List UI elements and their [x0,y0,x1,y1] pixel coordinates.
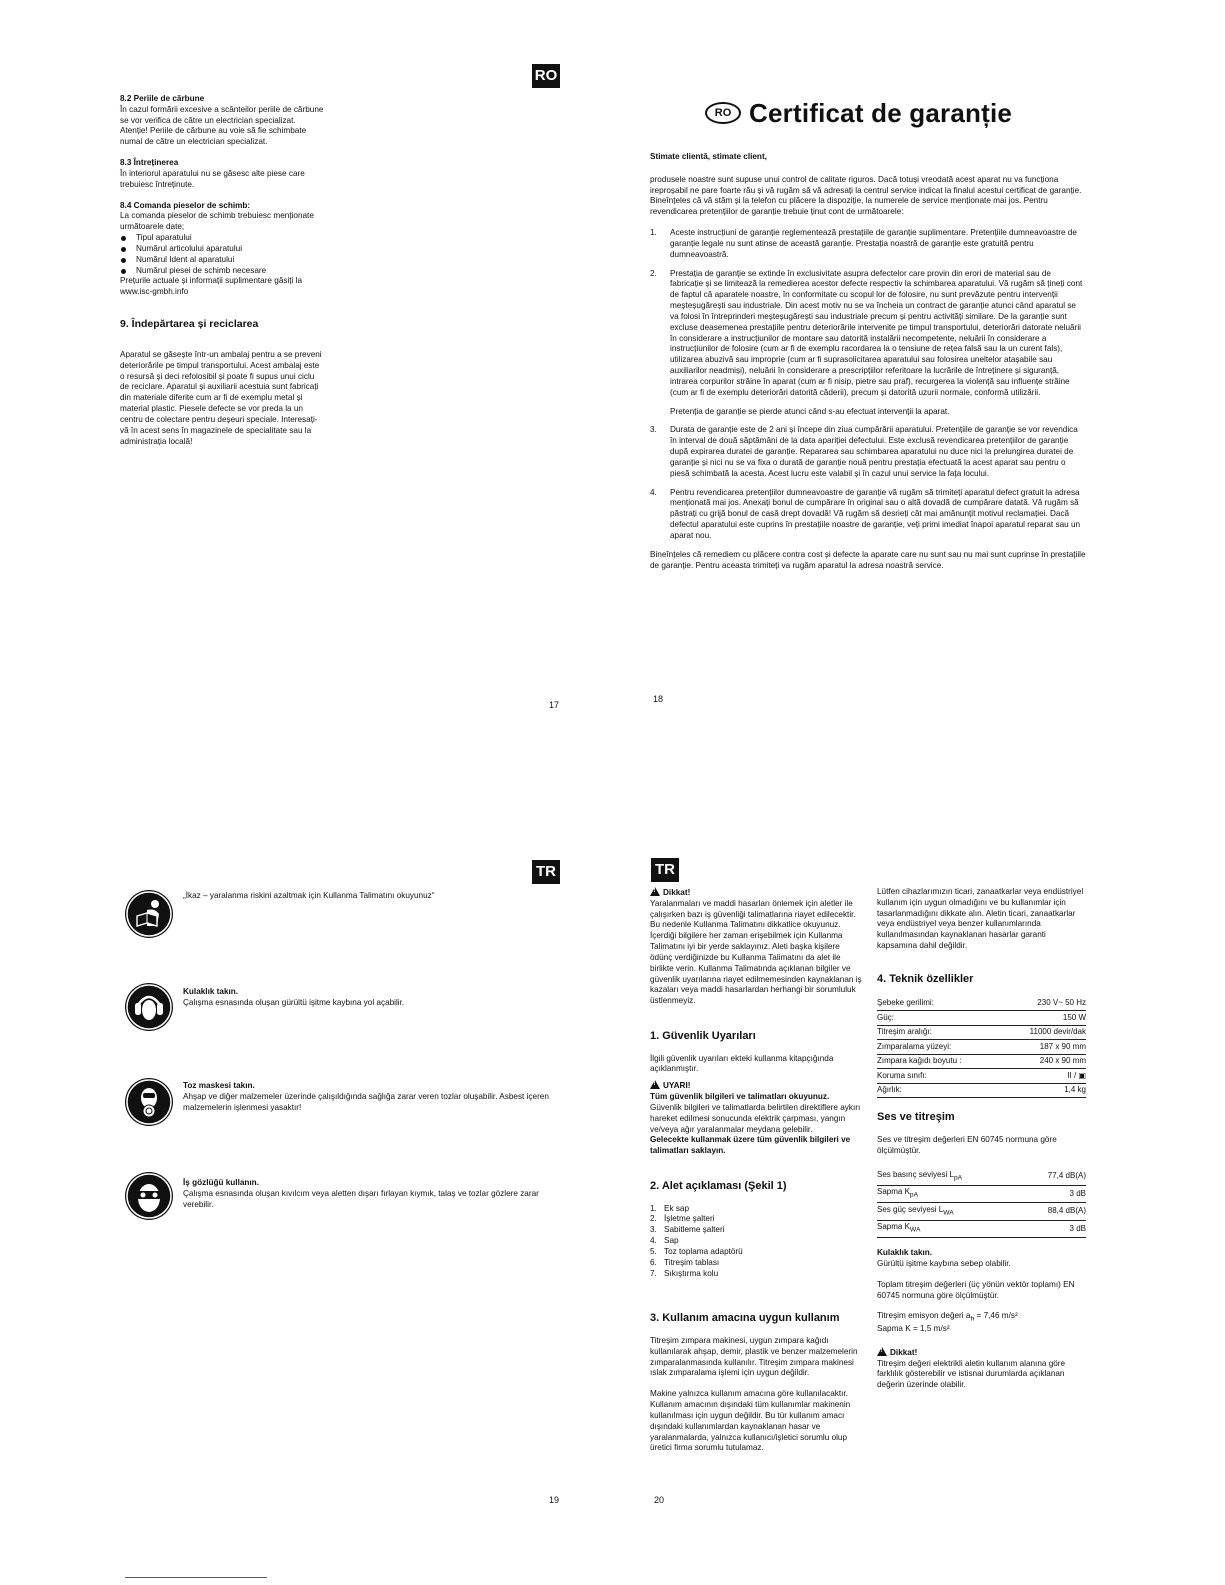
dust-mask-block [183,1081,555,1113]
page-number-17: 17 [549,700,560,710]
item-label: Sap [664,1236,679,1246]
item-text: Pentru revendicarea pretențiilor dumneavoastre de garanție vă rugăm să trimiteți aparatul defect gratuit la adresa menționată mai jos. Anexați bonul de cumpărare în original sau o altă dovadă de cumpărare datată. Vă rugăm să păstrați cu grijă bonul de casă drept dovadă! Vă rugăm să desrieți cât mai amănunțit motivul reclamației. Dacă defectul aparatului este cuprins în prestațiile noastre de garanție, veți primi imediat înapoi aparatul reparat sau un aparat nou. [670,487,1081,540]
bottom-link-underline [125,1577,267,1578]
page-20-left-column [650,887,862,1454]
language-badge-tr: TR [532,860,560,884]
noise-vibration-title: Ses ve titreşim [877,1111,955,1124]
section-8-4-intro: La comanda pieselor de schimb trebuiesc menționate următoarele date; [120,211,314,232]
dikkat-2-title: Dikkat! [890,1347,918,1357]
vib-sub: h [970,1316,975,1323]
section-8-2-note: Atenție! Periile de cărbune au voie să fie schimbate numai de către un electrician specializat. [120,126,307,147]
dikkat-title: Dikkat! [663,888,691,897]
table-row [877,1185,1086,1202]
item-number: 3. [650,1225,657,1235]
noise-label [877,1168,1021,1185]
warranty-greeting: Stimate clientă, stimate client, [650,152,767,161]
section-8-3-title: 8.3 Întreținerea [120,158,179,168]
table-row [877,1025,1086,1040]
warning-icon [650,1080,660,1089]
noise-label [877,1203,1021,1220]
dikkat-2-text: Titreşim değeri elektrikli aletin kullanım alanına göre farklılık gösterebilir ve istisnai durumlarda açıklanan değerin üzerinde olabilir. [877,1358,1066,1390]
item-number: 2. [650,268,657,278]
section-8-4-title: 8.4 Comanda pieselor de schimb: [120,200,251,210]
section-2-title: 2. Alet açıklaması (Şekil 1) [650,1180,787,1193]
table-row [877,1220,1086,1237]
noise-vibration-text: Ses ve titreşim değerleri EN 60745 normuna göre ölçülmüştür. [877,1134,1057,1155]
item-label: Sıkıştırma kolu [664,1268,719,1278]
spec-label: Zımpara kağıdı boyutu : [877,1054,1002,1069]
vibration-total-text: Toplam titreşim değerleri (üç yönün vektör toplamı) EN 60745 normuna göre ölçülmüştür. [877,1279,1075,1300]
section-3-title: 3. Kullanım amacına uygun kullanım [650,1312,840,1325]
read-manual-icon [125,890,173,938]
dikkat-heading [650,887,862,899]
list-item [650,269,1086,418]
table-row [877,1083,1086,1098]
uyari-text: Güvenlik bilgileri ve talimatlarda belirtilen direktiflere aykırı hareket edilmesi sonucunda elektrik çarpması, yangın ve/veya ağır yaralanmalar meydana gelebilir. [650,1102,861,1134]
dust-mask-title: Toz maskesi takın. [183,1081,255,1090]
item-number: 1. [650,228,657,238]
spec-value: II / ▣ [1002,1069,1086,1084]
ear-protection-title-2: Kulaklık takın. [877,1248,933,1258]
section-8-4-note: Prețurile actuale și informații suplimentare găsiți la www.isc-gmbh.info [120,276,303,297]
spec-value: 240 x 90 mm [1002,1054,1086,1069]
uyari-bold: Tüm güvenlik bilgileri ve talimatları okuyunuz. [650,1092,830,1102]
label-sub: pA [909,1191,919,1199]
parts-list [650,1204,862,1280]
safety-goggles-title: İş gözlüğü kullanın. [183,1178,259,1187]
list-item [650,1214,862,1225]
section-8-2-title: 8.2 Periile de cărbune [120,94,205,103]
list-item: Numărul Ident al aparatului [120,255,325,266]
noise-value: 3 dB [1021,1220,1086,1237]
item-text: Aceste instrucțiuni de garanție reglementează prestațiile de garanție suplimentare. Pretențiile dumneavoastre de garanție legale nu sunt atinse de această garanție. Prestația noastră de garanție este gratuită pentru dumneavoastră. [670,228,1077,259]
uyari-heading [650,1080,862,1092]
spare-parts-list [120,233,325,276]
item-number: 5. [650,1246,657,1256]
ear-protection-icon [125,983,173,1031]
ear-protection-text: Çalışma esnasında oluşan gürültü işitme kaybına yol açabilir. [183,997,405,1007]
noise-value: 77,4 dB(A) [1021,1168,1086,1185]
vib-label: Titreşim emisyon değeri a [877,1311,971,1321]
ear-protection-text-2: Gürültü işitme kaybına sebep olabilir. [877,1258,1011,1268]
table-row [877,1040,1086,1055]
spec-label: Ağırlık: [877,1083,1002,1098]
page-number-19: 19 [549,1495,560,1505]
item-number: 2. [650,1214,657,1224]
list-item [650,1269,862,1280]
warranty-intro: produsele noastre sunt supuse unui control de calitate riguros. Dacă totuși vreodată acest aparat nu va funcționa ireproșabil ne pare foarte rău și vă rugăm să vă adresați la centrul service indicat la finalul acestui certificat de garanție. Bineînțeles că vă stăm și la telefon cu plăcere la dispoziție, la numerele de service menționate mai jos. Pentru revendicarea pretențiilor de garanție trebuie ținut cont de următoarele: [650,174,1082,217]
uyari-bold-2: Gelecekte kullanmak üzere tüm güvenlik bilgileri ve talimatları saklayın. [650,1135,851,1156]
label-text: Sapma K [877,1222,910,1232]
table-row [877,1069,1086,1084]
item-extra-text: Pretenția de garanție se pierde atunci când s-au efectuat intervenții la aparat. [670,406,950,416]
label-sub: WA [909,1226,921,1234]
page-17-content [120,94,325,447]
spec-label: Zımparalama yüzeyi: [877,1040,1002,1055]
spec-label: Güç: [877,1011,1002,1026]
list-item: Tipul aparatului [120,233,325,244]
item-number: 4. [650,1236,657,1246]
item-number: 6. [650,1257,657,1267]
safety-goggles-block [183,1178,555,1210]
warning-icon [650,887,660,896]
read-manual-text: „İkaz – yaralanma riskini azaltmak için Kullanma Talimatını okuyunuz“ [183,891,435,900]
label-text: Sapma K [877,1187,910,1197]
item-label: İşletme şalteri [664,1214,715,1224]
section-8-2-text: În cazul formării excesive a scânteilor periile de cărbune se vor verifica de către un electrician specializat. [120,104,324,125]
dust-mask-icon [125,1078,173,1126]
item-label: Ek sap [664,1203,690,1213]
item-text: Durata de garanție este de 2 ani și începe din ziua cumpărării aparatului. Pretențiile de garanție se vor revendica în interval de două săptămâni de la data apariției defectului. Este exclusă revendicarea pretențiilor de garanție după expirarea duratei de garanție. Repararea sau schimbarea aparatului nu duce nici la prelungirea duratei de garanție și nici nu se va fixa o durată de garanție nouă pentru prestația efectuată la acest aparat sau pentru o piesă schimbată la acesta. Acest lucru este valabil și în cazul unui service la fața locului. [670,425,1078,478]
list-item [650,1204,862,1215]
section-9-title: 9. Îndepărtarea și reciclarea [120,318,259,331]
label-sub: pA [953,1174,963,1182]
table-row [877,1054,1086,1069]
section-1-title: 1. Güvenlik Uyarıları [650,1030,756,1043]
list-item [650,1247,862,1258]
uyari-title: UYARI! [663,1081,691,1091]
table-row [877,1011,1086,1026]
language-badge-ro: RO [532,64,560,88]
item-number: 1. [650,1203,657,1213]
ear-protection-block [183,987,523,1009]
page-20-right-column [877,887,1086,1391]
warranty-title: Certificat de garanție [749,98,1013,128]
warranty-closing: Bineînțeles că remediem cu plăcere contra cost și defecte la aparate care nu sunt sau nu mai sunt cuprinse în prestațiile de garanție. Pentru aceasta trimiteți va rugăm aparatul la adresa noastră service. [650,549,1086,570]
list-item [650,425,1086,479]
noise-value: 3 dB [1021,1185,1086,1202]
list-item [650,1225,862,1236]
spec-value: 230 V~ 50 Hz [1002,996,1086,1010]
technical-specs-table [877,996,1086,1098]
table-row [877,996,1086,1010]
item-number: 3. [650,425,657,435]
noise-label [877,1220,1021,1237]
spec-value: 11000 devir/dak [1002,1025,1086,1040]
commercial-use-note: Lütfen cihazlarımızın ticari, zanaatkarlar veya endüstriyel kullanım için uygun olmadığını ve bu kullanımlar için tasarlanmadığını dikkate alın. Aletin ticari, zanaatkarlar veya endüstriyel veya benzer kullanımlarında kullanılmasından kaynaklanan hasarlar garanti kapsamına dahil değildir. [877,887,1084,951]
page-18-content [650,152,1086,571]
page-number-18: 18 [653,694,664,704]
list-item [650,228,1086,260]
item-number: 7. [650,1268,657,1278]
warranty-title-block [705,96,1012,130]
section-4-title: 4. Teknik özellikler [877,972,974,985]
ro-oval-badge: RO [705,102,741,124]
list-item [650,1236,862,1247]
section-3-text-2: Makine yalnızca kullanım amacına göre kullanılacaktır. Kullanım amacının dışındaki tüm kullanımlar makinenin kullanılması için uygun değildir. Bu tür kullanım amacı dışındaki kullanımlardan kaynaklanan hasar ve yaralanmalarda, yalnızca kullanıcı/işletici sorumlu olup üretici firma sorumlu tutulamaz. [650,1389,851,1453]
list-item: Numărul articolului aparatului [120,244,325,255]
noise-value: 88,4 dB(A) [1021,1203,1086,1220]
section-8-3-text: În interiorul aparatului nu se găsesc alte piese care trebuiesc întreținute. [120,168,305,189]
warning-icon [877,1347,887,1356]
vibration-deviation: Sapma K = 1,5 m/s² [877,1324,950,1333]
spec-label: Şebeke gerilimi: [877,996,1002,1010]
warranty-terms-list [650,228,1086,542]
label-text: Ses basınç seviyesi L [877,1169,954,1179]
spec-value: 1,4 kg [1002,1083,1086,1098]
spec-value: 187 x 90 mm [1002,1040,1086,1055]
safety-goggles-icon [125,1172,173,1220]
list-item [650,488,1086,542]
noise-label [877,1185,1021,1202]
language-badge-tr: TR [651,858,679,882]
label-text: Ses güç seviyesi L [877,1204,944,1214]
section-9-text: Aparatul se găsește într-un ambalaj pentru a se preveni deteriorările pe timpul transportului. Acest ambalaj este o resursă și deci refolosibil și poate fi supus unui ciclu de reciclare. Aparatul și auxiliarii acestuia sunt fabricați din materiale diferite cum ar fi de exemplu metal și material plastic. Piesele defecte se vor preda la un centru de colectare pentru deșeuri speciale. Interesați-vă în acest sens în magazinele de specialitate sau la administrația locală! [120,349,322,446]
ear-protection-title: Kulaklık takın. [183,987,239,996]
label-sub: WA [943,1209,954,1217]
table-row [877,1203,1086,1220]
item-label: Titreşim tablası [664,1257,720,1267]
page-number-20: 20 [654,1495,665,1505]
dikkat-2-heading [877,1347,1086,1359]
dust-mask-text: Ahşap ve diğer malzemeler üzerinde çalışıldığında sağlığa zarar veren tozlar oluşabilir. Asbest içeren malzemelerin işlenmesi yasaktır! [183,1091,549,1112]
section-3-text-1: Titreşim zımpara makinesi, uygun zımpara kağıdı kullanılarak ahşap, demir, plastik ve benzer malzemelerin zımparalanmasında kullanılır. Titreşim zımpara makinesi ıslak zımparalama işlemi için uygun değildir. [650,1335,858,1378]
spec-label: Titreşim aralığı: [877,1025,1002,1040]
noise-values-table [877,1168,1086,1238]
spec-value: 150 W [1002,1011,1086,1026]
item-text: Prestația de garanție se extinde în exclusivitate asupra defectelor care provin din erori de material sau de fabricație și se limitează la remedierea acestor defecte respectiv la schimbarea aparatului. Vă rugăm să țineți cont de faptul că aparatele noastre, în conformitate cu scopul lor de folosire, nu sunt prevăzute pentru intervenții meșteșugărești sau industriale. Din acest motiv nu se va încheia un contract de garanție atunci când aparatul se va folosi în întreprinderi meșteșugărești sau industriale precum și pentru activități similare. De la garanție sunt excluse deasemenea prestațiile pentru deteriorările intervenite pe timpul transportului, deteriorări datorate neluării în considerare a instrucțiunilor de montare sau datorită instalării necompetente, neluării în considerare a instrucțiunilor de folosire (cum ar fi de exemplu racordarea la o tensiune de rețea falsă sau la un curent fals), utilizarea abuzivă sau improprie (cum ar fi suprasolicitarea aparatului sau folosirea uneltelor atașabile sau auxiliarilor neadmiși), neluării în considerare a prescripțiilor referitoare la lucrările de întreținere și siguranță, intrarea corpurilor străine în aparat (cum ar fi nisip, pietre sau praf), recurgerea la violență sau influențe străine (cum ar fi de exemplu deteriorări datorită căderii), precum și datorită uzurii normale, conformă utilizării. [670,268,1083,397]
item-label: Toz toplama adaptörü [664,1246,743,1256]
table-row [877,1168,1086,1185]
spec-label: Koruma sınıfı: [877,1069,1002,1084]
item-number: 4. [650,487,657,497]
section-1-text: İlgili güvenlik uyarıları ekteki kullanma kitapçığında açıklanmıştır. [650,1053,834,1074]
safety-goggles-text: Çalışma esnasında oluşan kıvılcım veya aletten dışarı fırlayan kıymık, talaş ve tozlar gözlere zarar verebilir. [183,1188,539,1209]
list-item: Numărul piesei de schimb necesare [120,266,325,277]
list-item [650,1258,862,1269]
dikkat-text: Yaralanmaları ve maddi hasarları önlemek için aletler ile çalışırken bazı iş güvenliği talimatlarına riayet edilecektir. Bu nedenle Kullanma Talimatını dikkatlice okuyunuz. İçerdiği bilgilere her zaman erişebilmek için Kullanma Talimatını iyi bir yerde saklayınız. Aleti başka kişilere ödünç verdiğinizde bu Kullanma Talimatını da alet ile birlikte verin. Kullanma Talimatında açıklanan bilgiler ve güvenlik uyarılarına riayet edilmemesinden kaynaklanan iş kazaları veya maddi hasarlardan herhangi bir sorumluluk üstlenmeyiz. [650,898,862,1006]
vib-rest: = 7,46 m/s² [974,1311,1018,1321]
item-label: Sabitleme şalteri [664,1225,725,1235]
vibration-emission-value [877,1311,1086,1324]
